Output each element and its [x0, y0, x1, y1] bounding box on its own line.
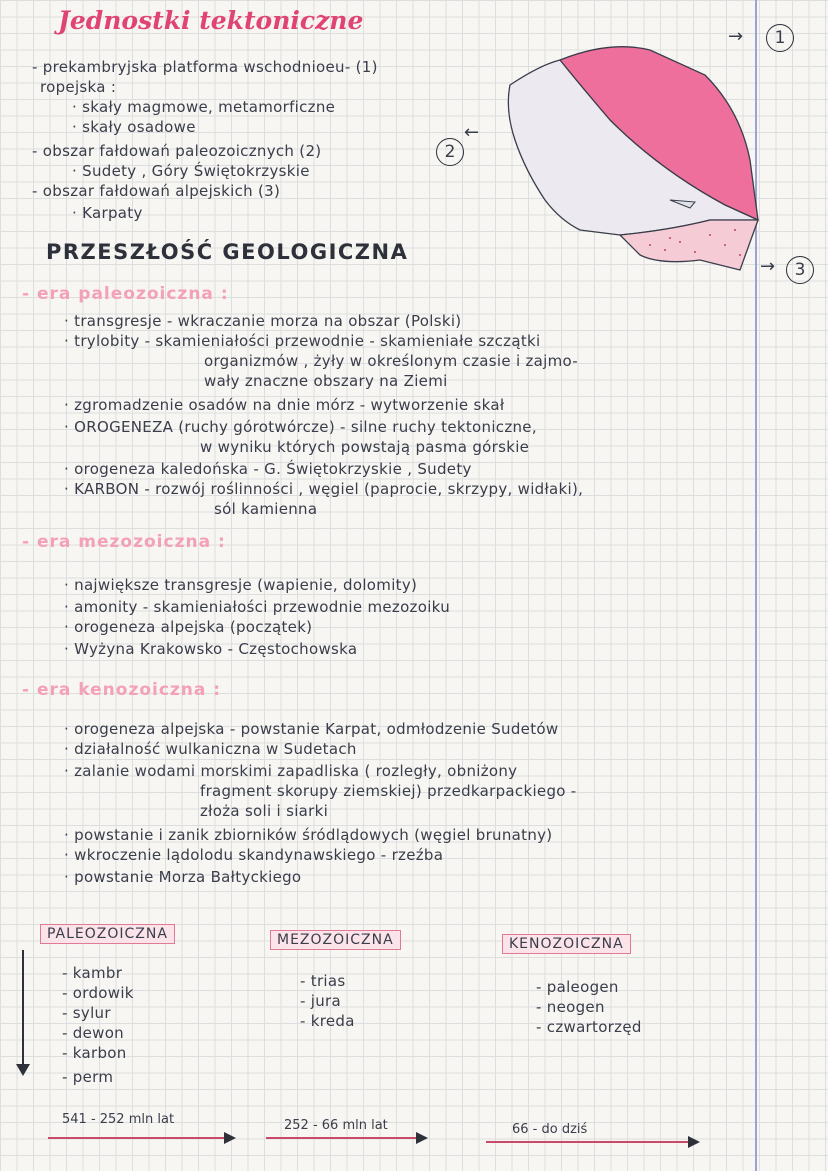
period-item: - ordowik — [62, 984, 134, 1002]
paleozoic-line: · KARBON - rozwój roślinności , węgiel (paprocie, skrzypy, widłaki), — [64, 480, 584, 498]
paleozoic-line: · OROGENEZA (ruchy górotwórcze) - silne ruchy tektoniczne, — [64, 418, 537, 436]
paleozoic-line: · zgromadzenie osadów na dnie mórz - wytworzenie skał — [64, 396, 505, 414]
tectonic-item-2: - obszar fałdowań paleozoicznych (2) — [32, 142, 322, 160]
mesozoic-line: · Wyżyna Krakowsko - Częstochowska — [64, 640, 358, 658]
paleozoic-line: · orogeneza kaledońska - G. Świętokrzyskie , Sudety — [64, 460, 472, 478]
period-item: - sylur — [62, 1004, 111, 1022]
map-arrow-1: → — [728, 26, 744, 47]
timeline-arrow-down-icon — [16, 1064, 30, 1076]
tectonic-item-3-sub: · Karpaty — [72, 204, 143, 222]
tectonic-item-1: - prekambryjska platforma wschodnioeu- (1) — [32, 58, 378, 76]
section-heading: PRZESZŁOŚĆ GEOLOGICZNA — [46, 240, 409, 264]
map-label-2: 2 — [436, 138, 464, 166]
timeline-arrow-cenozoic — [486, 1141, 690, 1143]
range-cenozoic: 66 - do dziś — [512, 1122, 588, 1137]
paleozoic-line: w wyniku których powstają pasma górskie — [200, 438, 530, 456]
arrow-right-icon — [416, 1132, 428, 1144]
period-item: - dewon — [62, 1024, 124, 1042]
mesozoic-line: · największe transgresje (wapienie, dolomity) — [64, 576, 418, 594]
map-label-3: 3 — [786, 256, 814, 284]
era-box-cenozoic: KENOZOICZNA — [502, 934, 631, 954]
timeline-arrow-mesozoic — [266, 1137, 418, 1139]
period-item: - czwartorzęd — [536, 1018, 642, 1036]
era-cenozoic-label: - era kenozoiczna : — [22, 680, 222, 700]
range-mesozoic: 252 - 66 mln lat — [284, 1118, 388, 1133]
map-arrow-3: → — [760, 256, 776, 277]
mesozoic-line: · orogeneza alpejska (początek) — [64, 618, 313, 636]
cenozoic-line: fragment skorupy ziemskiej) przedkarpackiego - — [200, 782, 577, 800]
page-title: Jednostki tektoniczne — [58, 6, 364, 35]
paleozoic-line: organizmów , żyły w określonym czasie i zajmo- — [204, 352, 578, 370]
paleozoic-line: wały znaczne obszary na Ziemi — [204, 372, 448, 390]
paleozoic-line: · trylobity - skamieniałości przewodnie - skamieniałe szczątki — [64, 332, 541, 350]
cenozoic-line: · powstanie i zanik zbiorników śródlądowych (węgiel brunatny) — [64, 826, 553, 844]
cenozoic-line: · działalność wulkaniczna w Sudetach — [64, 740, 357, 758]
period-item: - neogen — [536, 998, 605, 1016]
period-item: - perm — [62, 1068, 114, 1086]
range-paleozoic: 541 - 252 mln lat — [62, 1112, 175, 1127]
arrow-right-icon — [224, 1132, 236, 1144]
cenozoic-line: złoża soli i siarki — [200, 802, 329, 820]
era-mesozoic-label: - era mezozoiczna : — [22, 532, 226, 552]
poland-tectonic-map — [500, 30, 765, 290]
period-item: - trias — [300, 972, 346, 990]
period-item: - kambr — [62, 964, 123, 982]
tectonic-item-1-sub-1: · skały magmowe, metamorficzne — [72, 98, 336, 116]
period-item: - karbon — [62, 1044, 127, 1062]
era-box-mesozoic: MEZOZOICZNA — [270, 930, 401, 950]
tectonic-item-3: - obszar fałdowań alpejskich (3) — [32, 182, 281, 200]
tectonic-item-2-sub: · Sudety , Góry Świętokrzyskie — [72, 162, 310, 180]
cenozoic-line: · zalanie wodami morskimi zapadliska ( rozległy, obniżony — [64, 762, 518, 780]
period-item: - jura — [300, 992, 342, 1010]
cenozoic-line: · powstanie Morza Bałtyckiego — [64, 868, 302, 886]
mesozoic-line: · amonity - skamieniałości przewodnie mezozoiku — [64, 598, 451, 616]
period-item: - kreda — [300, 1012, 355, 1030]
era-box-paleozoic: PALEOZOICZNA — [40, 924, 175, 944]
period-item: - paleogen — [536, 978, 619, 996]
paleozoic-line: · transgresje - wkraczanie morza na obszar (Polski) — [64, 312, 462, 330]
tectonic-item-1-cont: ropejska : — [40, 78, 117, 96]
cenozoic-line: · orogeneza alpejska - powstanie Karpat, odmłodzenie Sudetów — [64, 720, 559, 738]
era-paleozoic-label: - era paleozoiczna : — [22, 284, 229, 304]
paleozoic-line: sól kamienna — [214, 500, 318, 518]
timeline-arrow-paleozoic — [48, 1137, 226, 1139]
map-arrow-2: ← — [464, 122, 480, 143]
timeline-vertical-line — [22, 950, 24, 1070]
tectonic-item-1-sub-2: · skały osadowe — [72, 118, 196, 136]
arrow-right-icon — [688, 1136, 700, 1148]
map-label-1: 1 — [766, 24, 794, 52]
cenozoic-line: · wkroczenie lądolodu skandynawskiego - rzeźba — [64, 846, 444, 864]
